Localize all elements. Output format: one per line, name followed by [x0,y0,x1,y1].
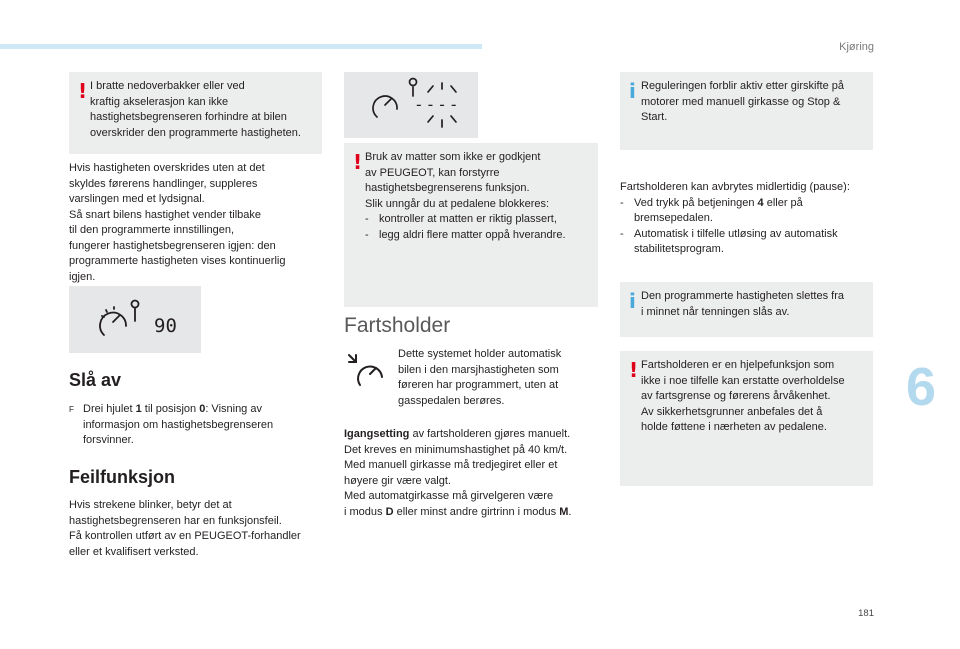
info-box-gear-change [620,72,873,150]
warning-icon: ! [78,79,88,103]
warning-text: Fartsholderen er en hjelpefunksjon som ikke i noe tilfelle kan erstatte overholdelse av fartsgrense og førerens årvåkenhet. Av sikkerhetsgrunner anbefales det å holde føttene i nærheten av pedalene. [641,359,845,433]
info-box-memory [620,282,873,337]
heading-malfunction: Feilfunksjon [69,467,176,487]
info-text: Den programmerte hastigheten slettes fra i minnet når tenningen slås av. [641,290,844,318]
arrow-bullet-icon: F [69,405,74,414]
info-icon: i [629,289,636,313]
warning-text: Bruk av matter som ikke er godkjent av PEUGEOT, kan forstyrre hastighetsbegrenserens funksjon. Slik unngår du at pedalene blokkeres: - kontroller at matten er riktig plassert, - legg aldri flere matter oppå hverandre. [365,151,566,241]
heading-switch-off: Slå av [69,370,122,390]
header-bar [0,44,482,49]
heading-cruise-control: Fartsholder [344,314,451,337]
speedometer-blinking-icon [344,72,478,138]
speedometer-limit-icon [69,286,201,353]
pause-paragraph: Fartsholderen kan avbrytes midlertidig (pause): - Ved trykk på betjeningen 4 eller på bremsepedalen. - Automatisk i tilfelle utløsing av automatisk stabilitetsprogram. [620,181,850,255]
cruise-intro-paragraph: Dette systemet holder automatisk bilen i den marsjhastigheten som føreren har programmert, uten at gasspedalen berøres. [398,348,562,407]
speed-limiter-fault-image [344,72,478,138]
activation-paragraph: Igangsetting av fartsholderen gjøres manuelt. Det kreves en minimumshastighet på 40 km/t. Med manuell girkasse må tredjegiret eller et høyere gir være valgt. Med automatgirkasse må girvelgeren være i modus D eller minst andre girtrinn i modus M. [344,428,572,518]
speed-value: 90 [154,315,177,337]
section-title: Kjøring [839,41,874,53]
malfunction-paragraph: Hvis strekene blinker, betyr det at hastighetsbegrenseren har en funksjonsfeil. Få kontrollen utført av en PEUGEOT-forhandler eller et kvalifisert verksted. [69,499,301,558]
switch-off-instruction: F Drei hjulet 1 til posisjon 0: Visning av informasjon om hastighetsbegrenseren forsvinner. [69,403,274,446]
warning-box-downhill [69,72,322,154]
info-icon: i [629,79,636,103]
overspeed-paragraph: Hvis hastigheten overskrides uten at det skyldes førerens handlinger, suppleres varslingen med et lydsignal. Så snart bilens hastighet vender tilbake til den programmerte innstillingen, fungerer hastighetsbegrenseren igjen: den programmerte hastigheten vises kontinuerlig igjen. [69,162,286,283]
speed-limiter-display-image [69,286,201,353]
blinking-dashes: ---- [414,95,461,114]
info-text: Reguleringen forblir aktiv etter girskifte på motorer med manuell girkasse og Stop & Start. [641,80,844,123]
cruise-control-icon [346,350,386,390]
warning-icon: ! [353,150,363,174]
chapter-number: 6 [905,357,936,417]
warning-icon: ! [629,358,639,382]
warning-box-mats [344,143,598,307]
page-number: 181 [858,608,874,619]
warning-box-driver-aid [620,351,873,486]
warning-text: I bratte nedoverbakker eller ved kraftig akselerasjon kan ikke hastighetsbegrenseren forhindre at bilen overskrider den programmerte hastigheten. [90,80,301,139]
